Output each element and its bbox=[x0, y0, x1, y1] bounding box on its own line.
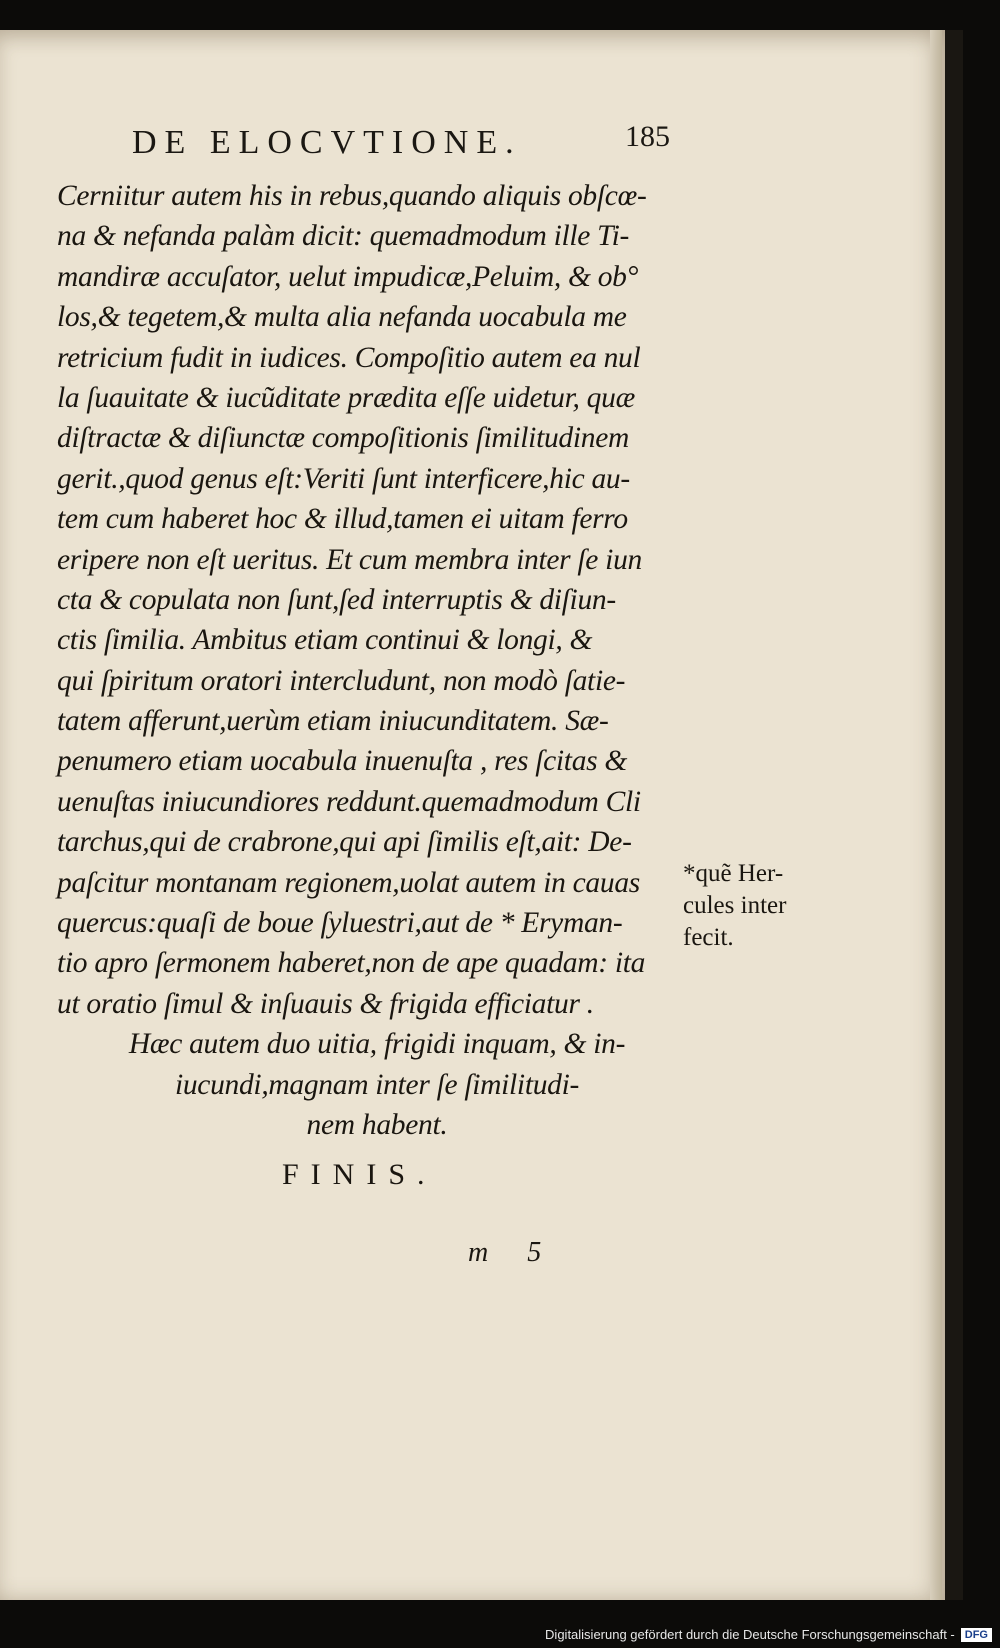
text-line: uenuſtas iniucundiores reddunt.quemadmodum Cli bbox=[57, 785, 641, 818]
text-line: tarchus,qui de crabrone,qui api ſimilis eſt,ait: De- bbox=[57, 826, 632, 859]
marginal-note-line: cules inter bbox=[683, 892, 787, 919]
text-line: retricium fudit in iudices. Compoſitio autem ea nul bbox=[57, 341, 641, 374]
text-line: quercus:quaſi de boue ſyluestri,aut de * Eryman- bbox=[57, 907, 623, 940]
text-line: Hæc autem duo uitia, frigidi inquam, & in- bbox=[128, 1028, 626, 1061]
finis-heading: FINIS. bbox=[282, 1158, 437, 1191]
text-line: ut oratio ſimul & inſuauis & frigida efficiatur . bbox=[57, 987, 594, 1020]
marginal-note bbox=[683, 858, 786, 954]
text-line: gerit.,quod genus eſt:Veriti ſunt interficere,hic au- bbox=[57, 462, 630, 495]
page-edge bbox=[930, 30, 942, 1600]
text-line: tatem afferunt,uerùm etiam iniucunditatem. Sæ- bbox=[57, 705, 609, 738]
text-line: diſtractæ & diſiunctæ compoſitionis ſimilitudinem bbox=[57, 422, 630, 455]
text-line: ctis ſimilia. Ambitus etiam continui & longi, & bbox=[57, 624, 593, 657]
marginal-note-line: fecit. bbox=[683, 924, 734, 951]
text-line: la ſuauitate & iucũditate prædita eſſe uidetur, quæ bbox=[57, 381, 635, 414]
page-number: 185 bbox=[625, 120, 670, 153]
running-head: DE ELOCVTIONE. bbox=[132, 124, 522, 161]
text-line: qui ſpiritum oratori intercludunt, non modò ſatie- bbox=[57, 664, 626, 697]
text-line: mandiræ accuſator, uelut impudicæ,Peluim, & ob° bbox=[57, 260, 639, 293]
text-line: Cerniitur autem his in rebus,quando aliquis obſcœ- bbox=[57, 180, 647, 212]
text-line: tio apro ſermonem haberet,non de ape quadam: ita bbox=[57, 947, 646, 980]
body-text bbox=[57, 176, 697, 1145]
marginal-note-line: *quẽ Her- bbox=[683, 860, 784, 887]
text-line: nem habent. bbox=[306, 1108, 448, 1141]
text-line: paſcitur montanam regionem,uolat autem in cauas bbox=[57, 866, 640, 899]
digitization-credit bbox=[545, 1627, 992, 1642]
text-line: los,& tegetem,& multa alia nefanda uocabula me bbox=[57, 301, 627, 334]
text-line: na & nefanda palàm dicit: quemadmodum ille Ti- bbox=[57, 220, 630, 253]
text-line: cta & copulata non ſunt,ſed interruptis & diſiun- bbox=[57, 583, 616, 616]
text-line: tem cum haberet hoc & illud,tamen ei uitam ferro bbox=[57, 503, 628, 536]
dfg-logo-icon: DFG bbox=[961, 1628, 992, 1642]
signature-mark: m 5 bbox=[468, 1237, 558, 1268]
text-line: eripere non eſt ueritus. Et cum membra inter ſe iun bbox=[57, 543, 642, 576]
text-line: iucundi,magnam inter ſe ſimilitudi- bbox=[174, 1068, 580, 1101]
text-line: penumero etiam uocabula inuenuſta , res ſcitas & bbox=[57, 745, 628, 778]
credit-text: Digitalisierung gefördert durch die Deutsche Forschungsgemeinschaft - bbox=[545, 1627, 955, 1642]
